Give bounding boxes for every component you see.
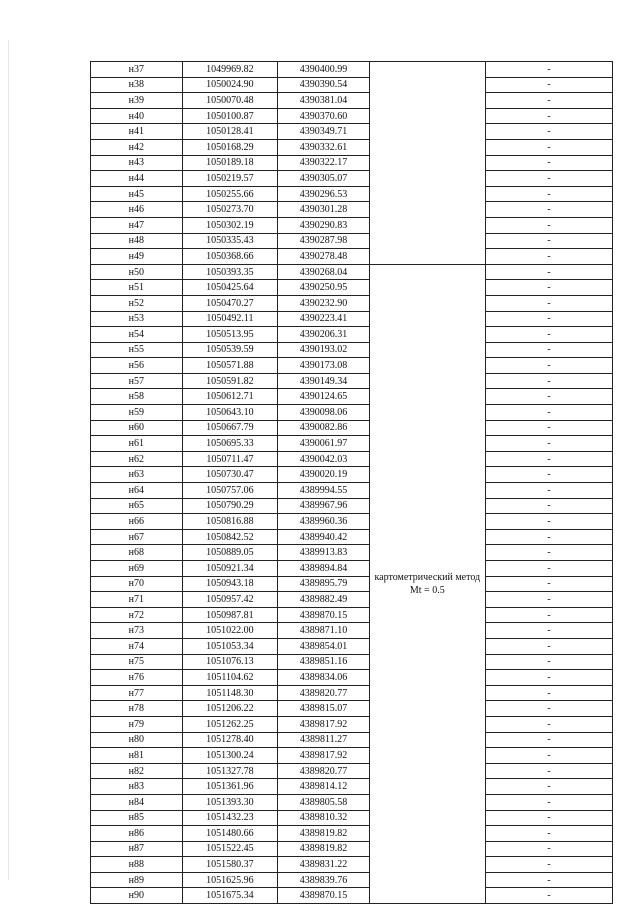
x-coordinate-cell: 1050128.41	[182, 124, 278, 140]
table-row	[91, 202, 613, 218]
table-row	[91, 358, 613, 374]
description-cell: -	[485, 888, 612, 904]
y-coordinate-cell: 4389894.84	[278, 561, 370, 577]
x-coordinate-cell: 1050189.18	[182, 155, 278, 171]
point-name-cell: н43	[91, 155, 183, 171]
y-coordinate-cell: 4389815.07	[278, 701, 370, 717]
description-cell: -	[485, 670, 612, 686]
y-coordinate-cell: 4389839.76	[278, 872, 370, 888]
table-row	[91, 405, 613, 421]
description-cell: -	[485, 420, 612, 436]
point-name-cell: н65	[91, 498, 183, 514]
y-coordinate-cell: 4390290.83	[278, 217, 370, 233]
point-name-cell: н38	[91, 77, 183, 93]
point-name-cell: н49	[91, 249, 183, 265]
table-row	[91, 607, 613, 623]
description-cell: -	[485, 545, 612, 561]
x-coordinate-cell: 1050842.52	[182, 529, 278, 545]
description-cell: -	[485, 139, 612, 155]
point-name-cell: н48	[91, 233, 183, 249]
point-name-cell: н83	[91, 779, 183, 795]
y-coordinate-cell: 4390278.48	[278, 249, 370, 265]
description-cell: -	[485, 779, 612, 795]
x-coordinate-cell: 1050368.66	[182, 249, 278, 265]
table-row	[91, 514, 613, 530]
y-coordinate-cell: 4389851.16	[278, 654, 370, 670]
x-coordinate-cell: 1051580.37	[182, 857, 278, 873]
method-cell-empty	[369, 62, 485, 265]
point-name-cell: н80	[91, 732, 183, 748]
y-coordinate-cell: 4389895.79	[278, 576, 370, 592]
point-name-cell: н40	[91, 108, 183, 124]
x-coordinate-cell: 1050255.66	[182, 186, 278, 202]
point-name-cell: н60	[91, 420, 183, 436]
x-coordinate-cell: 1051206.22	[182, 701, 278, 717]
description-cell: -	[485, 186, 612, 202]
y-coordinate-cell: 4389834.06	[278, 670, 370, 686]
point-name-cell: н69	[91, 561, 183, 577]
y-coordinate-cell: 4389817.92	[278, 748, 370, 764]
y-coordinate-cell: 4390098.06	[278, 405, 370, 421]
y-coordinate-cell: 4389960.36	[278, 514, 370, 530]
description-cell: -	[485, 607, 612, 623]
point-name-cell: н85	[91, 810, 183, 826]
description-cell: -	[485, 436, 612, 452]
y-coordinate-cell: 4389854.01	[278, 638, 370, 654]
point-name-cell: н59	[91, 405, 183, 421]
y-coordinate-cell: 4389820.77	[278, 763, 370, 779]
table-row	[91, 451, 613, 467]
description-cell: -	[485, 327, 612, 343]
y-coordinate-cell: 4390223.41	[278, 311, 370, 327]
table-row	[91, 233, 613, 249]
table-row	[91, 373, 613, 389]
description-cell: -	[485, 202, 612, 218]
y-coordinate-cell: 4389870.15	[278, 607, 370, 623]
y-coordinate-cell: 4389820.77	[278, 685, 370, 701]
description-cell: -	[485, 311, 612, 327]
point-name-cell: н41	[91, 124, 183, 140]
y-coordinate-cell: 4390305.07	[278, 171, 370, 187]
table-row	[91, 342, 613, 358]
description-cell: -	[485, 358, 612, 374]
y-coordinate-cell: 4390400.99	[278, 62, 370, 78]
description-cell: -	[485, 810, 612, 826]
description-cell: -	[485, 483, 612, 499]
x-coordinate-cell: 1050612.71	[182, 389, 278, 405]
table-row	[91, 139, 613, 155]
x-coordinate-cell: 1049969.82	[182, 62, 278, 78]
x-coordinate-cell: 1050393.35	[182, 264, 278, 280]
x-coordinate-cell: 1051278.40	[182, 732, 278, 748]
description-cell: -	[485, 638, 612, 654]
table-row	[91, 529, 613, 545]
coordinates-table	[90, 61, 613, 904]
description-cell: -	[485, 576, 612, 592]
x-coordinate-cell: 1050711.47	[182, 451, 278, 467]
point-name-cell: н68	[91, 545, 183, 561]
point-name-cell: н75	[91, 654, 183, 670]
description-cell: -	[485, 685, 612, 701]
y-coordinate-cell: 4389994.55	[278, 483, 370, 499]
description-cell: -	[485, 654, 612, 670]
point-name-cell: н88	[91, 857, 183, 873]
y-coordinate-cell: 4389940.42	[278, 529, 370, 545]
table-row	[91, 779, 613, 795]
table-row	[91, 576, 613, 592]
y-coordinate-cell: 4390268.04	[278, 264, 370, 280]
table-row	[91, 638, 613, 654]
description-cell: -	[485, 373, 612, 389]
description-cell: -	[485, 826, 612, 842]
description-cell: -	[485, 93, 612, 109]
x-coordinate-cell: 1051675.34	[182, 888, 278, 904]
table-row	[91, 295, 613, 311]
table-row	[91, 826, 613, 842]
description-cell: -	[485, 592, 612, 608]
x-coordinate-cell: 1050513.95	[182, 327, 278, 343]
y-coordinate-cell: 4389814.12	[278, 779, 370, 795]
point-name-cell: н90	[91, 888, 183, 904]
description-cell: -	[485, 467, 612, 483]
description-cell: -	[485, 405, 612, 421]
point-name-cell: н44	[91, 171, 183, 187]
y-coordinate-cell: 4390193.02	[278, 342, 370, 358]
table-row	[91, 108, 613, 124]
x-coordinate-cell: 1050921.34	[182, 561, 278, 577]
y-coordinate-cell: 4390042.03	[278, 451, 370, 467]
x-coordinate-cell: 1050219.57	[182, 171, 278, 187]
description-cell: -	[485, 108, 612, 124]
x-coordinate-cell: 1050987.81	[182, 607, 278, 623]
table-row	[91, 592, 613, 608]
y-coordinate-cell: 4389870.15	[278, 888, 370, 904]
point-name-cell: н53	[91, 311, 183, 327]
point-name-cell: н77	[91, 685, 183, 701]
table-row	[91, 62, 613, 78]
table-row	[91, 685, 613, 701]
x-coordinate-cell: 1050425.64	[182, 280, 278, 296]
point-name-cell: н42	[91, 139, 183, 155]
point-name-cell: н70	[91, 576, 183, 592]
point-name-cell: н56	[91, 358, 183, 374]
description-cell: -	[485, 857, 612, 873]
x-coordinate-cell: 1050757.06	[182, 483, 278, 499]
description-cell: -	[485, 732, 612, 748]
point-name-cell: н55	[91, 342, 183, 358]
table-row	[91, 186, 613, 202]
description-cell: -	[485, 264, 612, 280]
x-coordinate-cell: 1050539.59	[182, 342, 278, 358]
y-coordinate-cell: 4390296.53	[278, 186, 370, 202]
table-row	[91, 763, 613, 779]
x-coordinate-cell: 1050957.42	[182, 592, 278, 608]
table-row	[91, 498, 613, 514]
x-coordinate-cell: 1051327.78	[182, 763, 278, 779]
table-row	[91, 311, 613, 327]
table-row	[91, 794, 613, 810]
x-coordinate-cell: 1050695.33	[182, 436, 278, 452]
table-row	[91, 264, 613, 280]
x-coordinate-cell: 1050302.19	[182, 217, 278, 233]
point-name-cell: н86	[91, 826, 183, 842]
description-cell: -	[485, 62, 612, 78]
y-coordinate-cell: 4389871.10	[278, 623, 370, 639]
point-name-cell: н51	[91, 280, 183, 296]
point-name-cell: н79	[91, 716, 183, 732]
y-coordinate-cell: 4390301.28	[278, 202, 370, 218]
point-name-cell: н58	[91, 389, 183, 405]
table-row	[91, 545, 613, 561]
x-coordinate-cell: 1051148.30	[182, 685, 278, 701]
point-name-cell: н74	[91, 638, 183, 654]
point-name-cell: н47	[91, 217, 183, 233]
table-row	[91, 77, 613, 93]
table-row	[91, 748, 613, 764]
point-name-cell: н87	[91, 841, 183, 857]
description-cell: -	[485, 155, 612, 171]
point-name-cell: н57	[91, 373, 183, 389]
y-coordinate-cell: 4390349.71	[278, 124, 370, 140]
description-cell: -	[485, 295, 612, 311]
description-cell: -	[485, 763, 612, 779]
x-coordinate-cell: 1051522.45	[182, 841, 278, 857]
y-coordinate-cell: 4389882.49	[278, 592, 370, 608]
table-row	[91, 857, 613, 873]
table-row	[91, 217, 613, 233]
table-row	[91, 701, 613, 717]
x-coordinate-cell: 1051053.34	[182, 638, 278, 654]
table-row	[91, 810, 613, 826]
y-coordinate-cell: 4390332.61	[278, 139, 370, 155]
y-coordinate-cell: 4390020.19	[278, 467, 370, 483]
point-name-cell: н54	[91, 327, 183, 343]
table-row	[91, 841, 613, 857]
table-row	[91, 280, 613, 296]
x-coordinate-cell: 1050591.82	[182, 373, 278, 389]
description-cell: -	[485, 342, 612, 358]
point-name-cell: н45	[91, 186, 183, 202]
description-cell: -	[485, 451, 612, 467]
coordinates-table-body	[91, 62, 613, 904]
description-cell: -	[485, 748, 612, 764]
x-coordinate-cell: 1051361.96	[182, 779, 278, 795]
y-coordinate-cell: 4389811.27	[278, 732, 370, 748]
x-coordinate-cell: 1050571.88	[182, 358, 278, 374]
y-coordinate-cell: 4390206.31	[278, 327, 370, 343]
y-coordinate-cell: 4389810.32	[278, 810, 370, 826]
description-cell: -	[485, 716, 612, 732]
table-row	[91, 327, 613, 343]
point-name-cell: н89	[91, 872, 183, 888]
point-name-cell: н50	[91, 264, 183, 280]
description-cell: -	[485, 171, 612, 187]
description-cell: -	[485, 841, 612, 857]
table-row	[91, 436, 613, 452]
description-cell: -	[485, 249, 612, 265]
x-coordinate-cell: 1050024.90	[182, 77, 278, 93]
scan-artifact-line	[8, 40, 9, 880]
x-coordinate-cell: 1050470.27	[182, 295, 278, 311]
table-row	[91, 249, 613, 265]
table-row	[91, 561, 613, 577]
description-cell: -	[485, 561, 612, 577]
x-coordinate-cell: 1050667.79	[182, 420, 278, 436]
y-coordinate-cell: 4389819.82	[278, 826, 370, 842]
table-row	[91, 732, 613, 748]
point-name-cell: н46	[91, 202, 183, 218]
x-coordinate-cell: 1051393.30	[182, 794, 278, 810]
x-coordinate-cell: 1050070.48	[182, 93, 278, 109]
y-coordinate-cell: 4390232.90	[278, 295, 370, 311]
x-coordinate-cell: 1050100.87	[182, 108, 278, 124]
y-coordinate-cell: 4390082.86	[278, 420, 370, 436]
point-name-cell: н72	[91, 607, 183, 623]
y-coordinate-cell: 4390124.65	[278, 389, 370, 405]
method-note-cell: картометрический метод Mt = 0.5	[369, 264, 485, 903]
y-coordinate-cell: 4390250.95	[278, 280, 370, 296]
table-row	[91, 155, 613, 171]
y-coordinate-cell: 4390381.04	[278, 93, 370, 109]
y-coordinate-cell: 4389805.58	[278, 794, 370, 810]
point-name-cell: н67	[91, 529, 183, 545]
y-coordinate-cell: 4390370.60	[278, 108, 370, 124]
description-cell: -	[485, 233, 612, 249]
description-cell: -	[485, 389, 612, 405]
description-cell: -	[485, 124, 612, 140]
x-coordinate-cell: 1051262.25	[182, 716, 278, 732]
x-coordinate-cell: 1050816.88	[182, 514, 278, 530]
x-coordinate-cell: 1050168.29	[182, 139, 278, 155]
x-coordinate-cell: 1050943.18	[182, 576, 278, 592]
description-cell: -	[485, 529, 612, 545]
description-cell: -	[485, 280, 612, 296]
x-coordinate-cell: 1050790.29	[182, 498, 278, 514]
point-name-cell: н39	[91, 93, 183, 109]
x-coordinate-cell: 1050889.05	[182, 545, 278, 561]
point-name-cell: н37	[91, 62, 183, 78]
point-name-cell: н78	[91, 701, 183, 717]
y-coordinate-cell: 4389819.82	[278, 841, 370, 857]
table-row	[91, 483, 613, 499]
y-coordinate-cell: 4389817.92	[278, 716, 370, 732]
description-cell: -	[485, 701, 612, 717]
description-cell: -	[485, 77, 612, 93]
point-name-cell: н76	[91, 670, 183, 686]
description-cell: -	[485, 514, 612, 530]
y-coordinate-cell: 4390149.34	[278, 373, 370, 389]
x-coordinate-cell: 1050335.43	[182, 233, 278, 249]
description-cell: -	[485, 498, 612, 514]
point-name-cell: н73	[91, 623, 183, 639]
y-coordinate-cell: 4389831.22	[278, 857, 370, 873]
table-row	[91, 467, 613, 483]
y-coordinate-cell: 4390173.08	[278, 358, 370, 374]
x-coordinate-cell: 1050730.47	[182, 467, 278, 483]
table-row	[91, 623, 613, 639]
y-coordinate-cell: 4390322.17	[278, 155, 370, 171]
point-name-cell: н64	[91, 483, 183, 499]
point-name-cell: н61	[91, 436, 183, 452]
table-row	[91, 420, 613, 436]
x-coordinate-cell: 1050492.11	[182, 311, 278, 327]
point-name-cell: н71	[91, 592, 183, 608]
x-coordinate-cell: 1050643.10	[182, 405, 278, 421]
description-cell: -	[485, 623, 612, 639]
description-cell: -	[485, 794, 612, 810]
table-row	[91, 93, 613, 109]
point-name-cell: н62	[91, 451, 183, 467]
table-row	[91, 888, 613, 904]
point-name-cell: н66	[91, 514, 183, 530]
y-coordinate-cell: 4389967.96	[278, 498, 370, 514]
table-row	[91, 171, 613, 187]
x-coordinate-cell: 1051432.23	[182, 810, 278, 826]
y-coordinate-cell: 4390061.97	[278, 436, 370, 452]
table-row	[91, 716, 613, 732]
point-name-cell: н84	[91, 794, 183, 810]
table-row	[91, 872, 613, 888]
table-row	[91, 670, 613, 686]
y-coordinate-cell: 4390390.54	[278, 77, 370, 93]
x-coordinate-cell: 1050273.70	[182, 202, 278, 218]
point-name-cell: н52	[91, 295, 183, 311]
x-coordinate-cell: 1051022.00	[182, 623, 278, 639]
point-name-cell: н81	[91, 748, 183, 764]
table-row	[91, 389, 613, 405]
x-coordinate-cell: 1051300.24	[182, 748, 278, 764]
table-row	[91, 654, 613, 670]
y-coordinate-cell: 4390287.98	[278, 233, 370, 249]
y-coordinate-cell: 4389913.83	[278, 545, 370, 561]
point-name-cell: н63	[91, 467, 183, 483]
x-coordinate-cell: 1051104.62	[182, 670, 278, 686]
x-coordinate-cell: 1051625.96	[182, 872, 278, 888]
table-row	[91, 124, 613, 140]
x-coordinate-cell: 1051480.66	[182, 826, 278, 842]
x-coordinate-cell: 1051076.13	[182, 654, 278, 670]
description-cell: -	[485, 217, 612, 233]
point-name-cell: н82	[91, 763, 183, 779]
description-cell: -	[485, 872, 612, 888]
